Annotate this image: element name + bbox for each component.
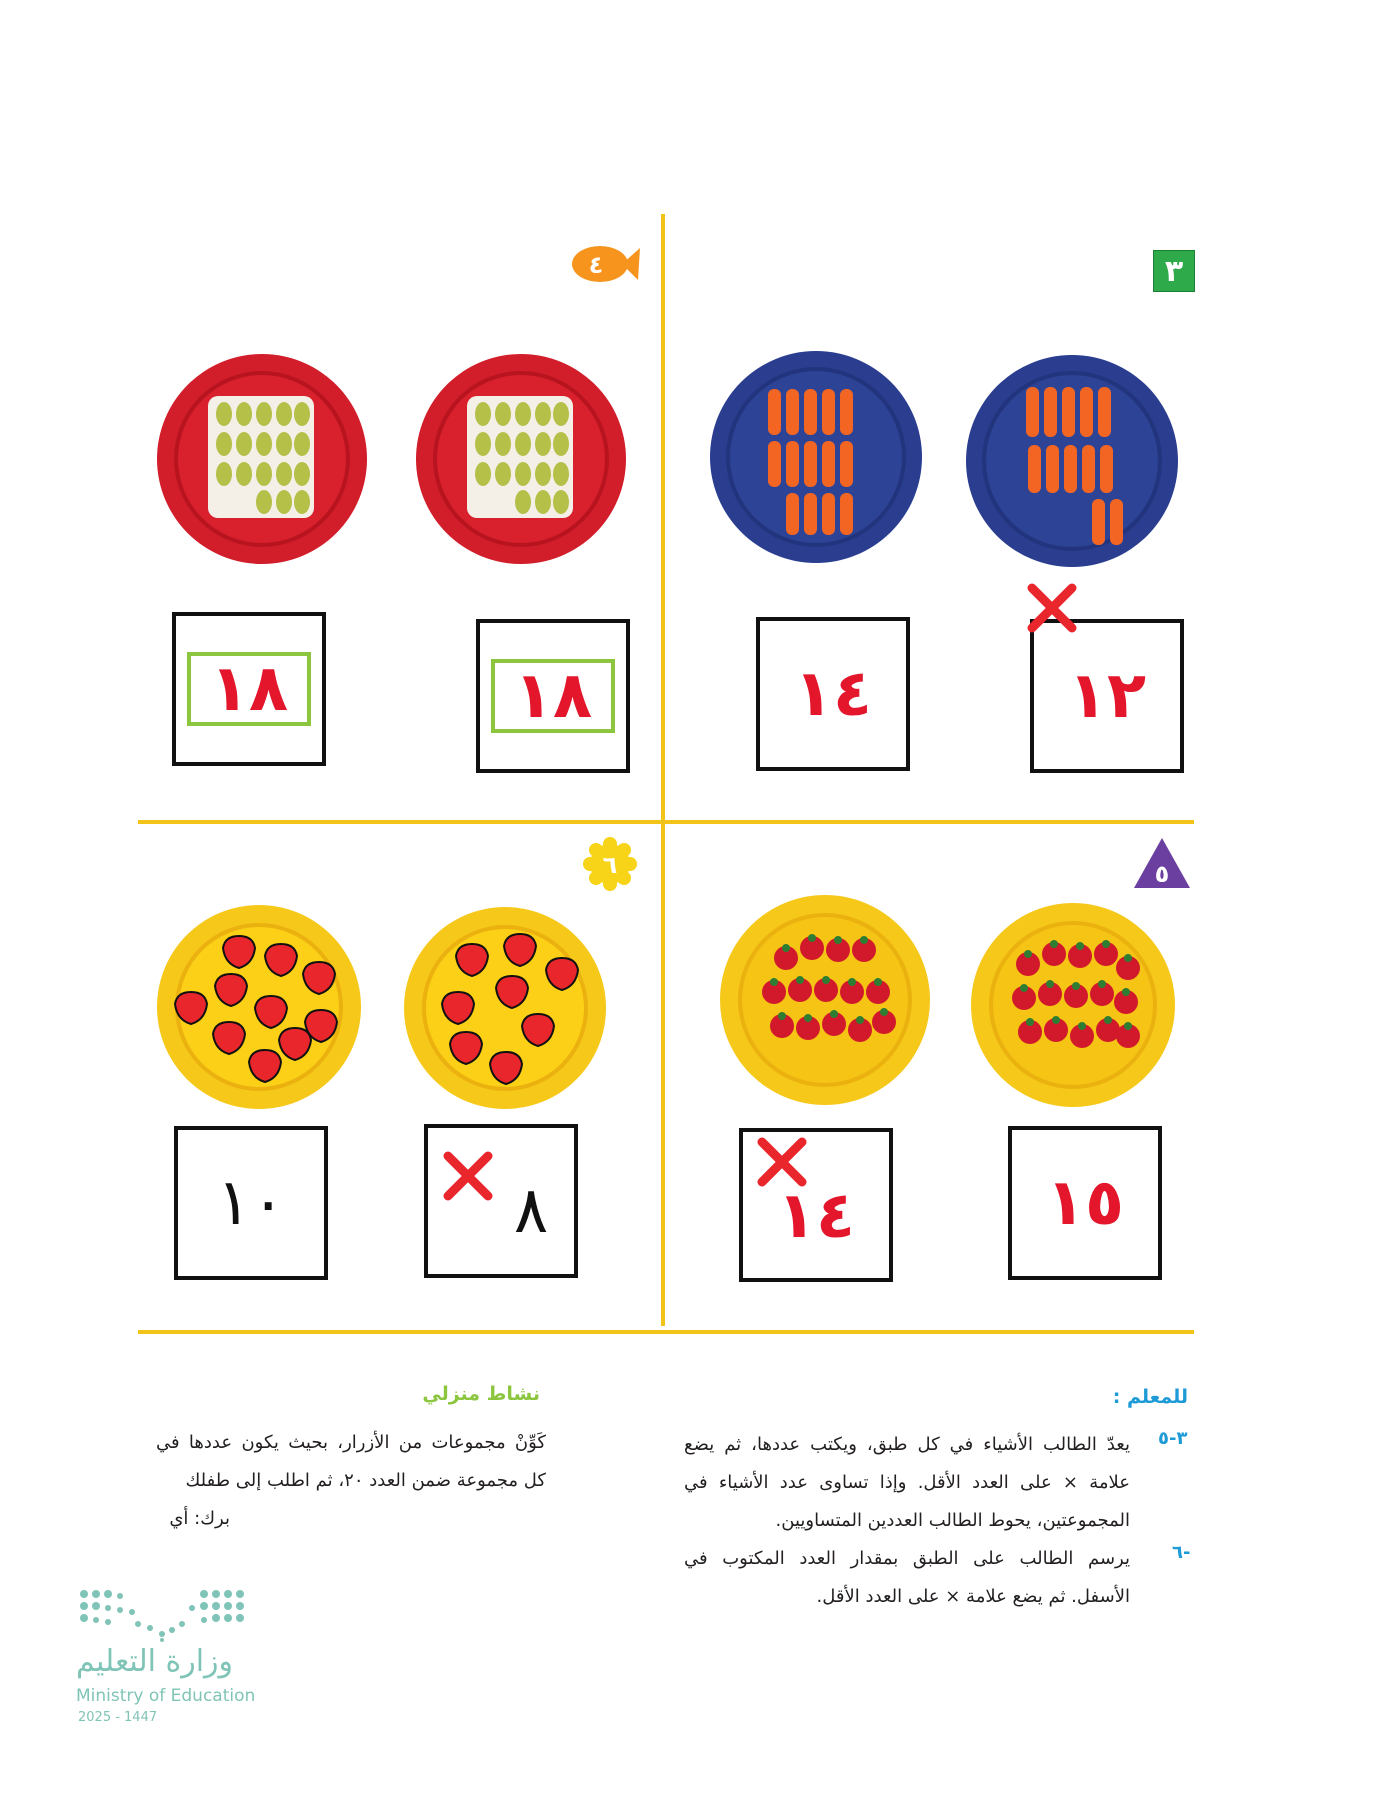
answer-box-s6-left[interactable] (174, 1126, 328, 1280)
plate-drawn-strawberries-10 (155, 904, 363, 1110)
home-activity-text-2: برك: أي (169, 1508, 230, 1529)
circle-mark (187, 652, 311, 726)
horizontal-divider-bottom (138, 1330, 1194, 1334)
plate-grapes-right (415, 352, 627, 566)
section-3-badge: ٣ (1153, 250, 1195, 292)
answer-value: ١٢ (1067, 659, 1147, 733)
note-text-1: يعدّ الطالب الأشياء في كل طبق، ويكتب عددها، ثم يضع علامة × على العدد الأقل. وإذا تساوى عدد الأشياء في المجموعتين، يحوط الطالب العددين المتساويين. (684, 1434, 1130, 1531)
answer-box-s4-right[interactable] (476, 619, 630, 773)
answer-box-s4-left[interactable] (172, 612, 326, 766)
answer-value: ١٨ (513, 659, 593, 733)
cross-mark-icon (442, 1150, 494, 1202)
plate-strawberries-15 (968, 902, 1178, 1108)
section-5-badge-label: ٥ (1154, 860, 1170, 888)
section-4-badge-label: ٤ (588, 251, 604, 279)
ministry-year: 2025 - 1447 (78, 1710, 158, 1725)
ministry-name-arabic: وزارة التعليم (76, 1644, 234, 1679)
note-text-2: يرسم الطالب على الطبق بمقدار العدد المكتوب في الأسفل. ثم يضع علامة × على العدد الأقل. (684, 1548, 1130, 1607)
cross-mark-icon (1026, 582, 1078, 634)
plate-carrots-12 (962, 353, 1182, 569)
section-5-triangle-badge (1132, 836, 1192, 890)
answer-value: ١٤ (776, 1179, 856, 1253)
note-label-2: ٦- (1172, 1542, 1191, 1563)
plate-grapes-left (156, 352, 368, 566)
ministry-logo-icon (78, 1588, 246, 1644)
circle-mark (491, 659, 615, 733)
plate-strawberries-14 (716, 894, 934, 1106)
vertical-divider (661, 214, 665, 1326)
section-4-fish-badge (570, 242, 640, 286)
answer-value: ٨ (513, 1174, 549, 1248)
section-6-sun-badge (582, 836, 638, 892)
answer-box-s3-left[interactable] (756, 617, 910, 771)
answer-box-s5-right[interactable] (1008, 1126, 1162, 1280)
horizontal-divider-middle (138, 820, 1194, 824)
plate-drawn-strawberries-8 (402, 906, 608, 1110)
answer-value: ١٤ (793, 657, 873, 731)
home-activity-text: كَوِّنْ مجموعات من الأزرار، بحيث يكون عددها في كل مجموعة ضمن العدد ٢٠، ثم اطلب إلى طفلك (156, 1432, 546, 1491)
ministry-name-english: Ministry of Education (76, 1686, 256, 1706)
answer-value: ١٨ (209, 652, 289, 726)
note-label-1: ٣-٥ (1158, 1428, 1188, 1449)
answer-value: ١٥ (1045, 1166, 1125, 1240)
teacher-notes-title: للمعلم : (1112, 1386, 1188, 1408)
home-activity-title: نشاط منزلي (422, 1383, 540, 1405)
section-6-badge-label: ٦ (602, 851, 618, 879)
cross-mark-icon (756, 1136, 808, 1188)
answer-value: ١٠ (216, 1166, 286, 1240)
answer-box-s3-right[interactable] (1030, 619, 1184, 773)
plate-carrots-14 (706, 349, 926, 565)
